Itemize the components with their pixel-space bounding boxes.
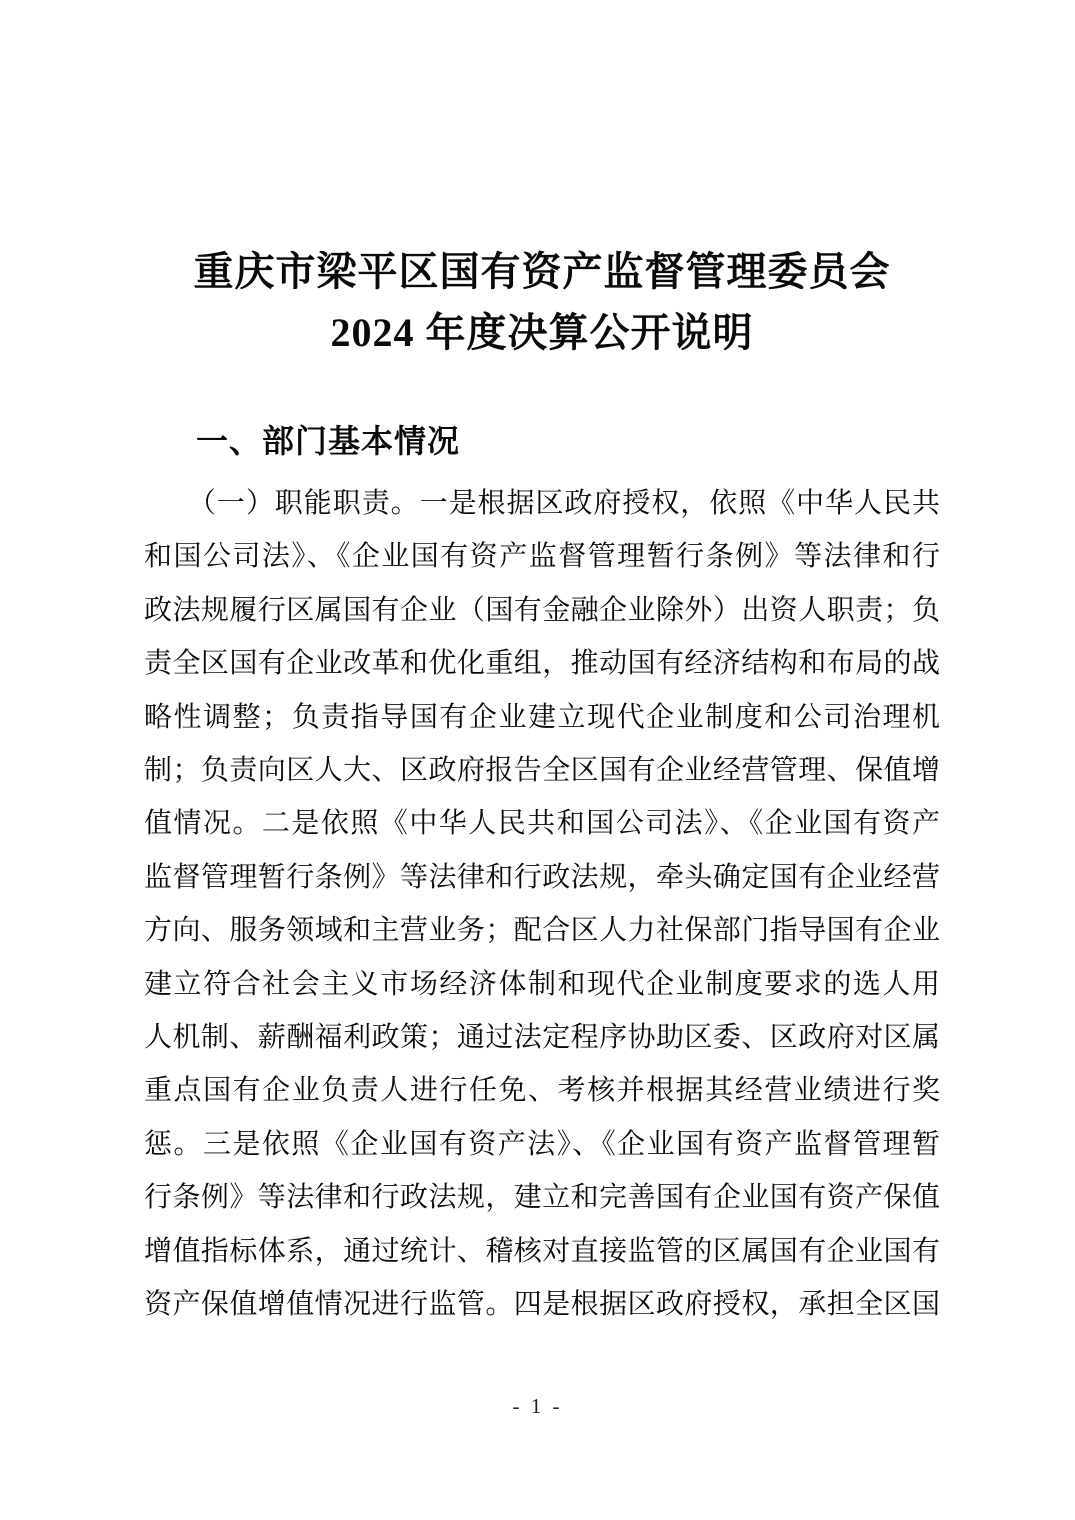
paragraph-line: 值情况。二是依照《中华人民共和国公司法》、《企业国有资产	[144, 808, 940, 840]
paragraph-duties	[144, 477, 940, 1332]
paragraph-line: 和国公司法》、《企业国有资产监督管理暂行条例》等法律和行	[144, 541, 940, 573]
paragraph-line: （一）职能职责。一是根据区政府授权，依照《中华人民共	[144, 488, 940, 519]
paragraph-line: 制；负责向区人大、区政府报告全区国有企业经营管理、保值增	[144, 755, 940, 787]
paragraph-line: 方向、服务领域和主营业务；配合区人力社保部门指导国有企业	[144, 915, 940, 947]
document-title-line-1: 重庆市梁平区国有资产监督管理委员会	[193, 249, 891, 294]
document-title-line-2: 2024 年度决算公开说明	[330, 310, 754, 355]
paragraph-line: 重点国有企业负责人进行任免、考核并根据其经营业绩进行奖	[144, 1075, 940, 1107]
paragraph-line: 责全区国有企业改革和优化重组，推动国有经济结构和布局的战	[144, 648, 940, 680]
paragraph-line: 行条例》等法律和行政法规，建立和完善国有企业国有资产保值	[144, 1182, 940, 1214]
paragraph-line: 政法规履行区属国有企业（国有金融企业除外）出资人职责；负	[144, 594, 940, 626]
paragraph-line: 人机制、薪酬福利政策；通过法定程序协助区委、区政府对区属	[144, 1022, 940, 1054]
section-heading-basic-situation: 一、部门基本情况	[196, 423, 461, 459]
paragraph-line: 监督管理暂行条例》等法律和行政法规，牵头确定国有企业经营	[144, 861, 940, 893]
paragraph-line: 惩。三是依照《企业国有资产法》、《企业国有资产监督管理暂	[144, 1128, 940, 1160]
paragraph-line: 资产保值增值情况进行监管。四是根据区政府授权，承担全区国	[144, 1289, 940, 1321]
paragraph-line: 建立符合社会主义市场经济体制和现代企业制度要求的选人用	[144, 968, 940, 1000]
paragraph-line: 略性调整；负责指导国有企业建立现代企业制度和公司治理机	[144, 701, 940, 733]
paragraph-line: 增值指标体系，通过统计、稽核对直接监管的区属国有企业国有	[144, 1235, 940, 1267]
page-number: - 1 -	[512, 1394, 563, 1418]
